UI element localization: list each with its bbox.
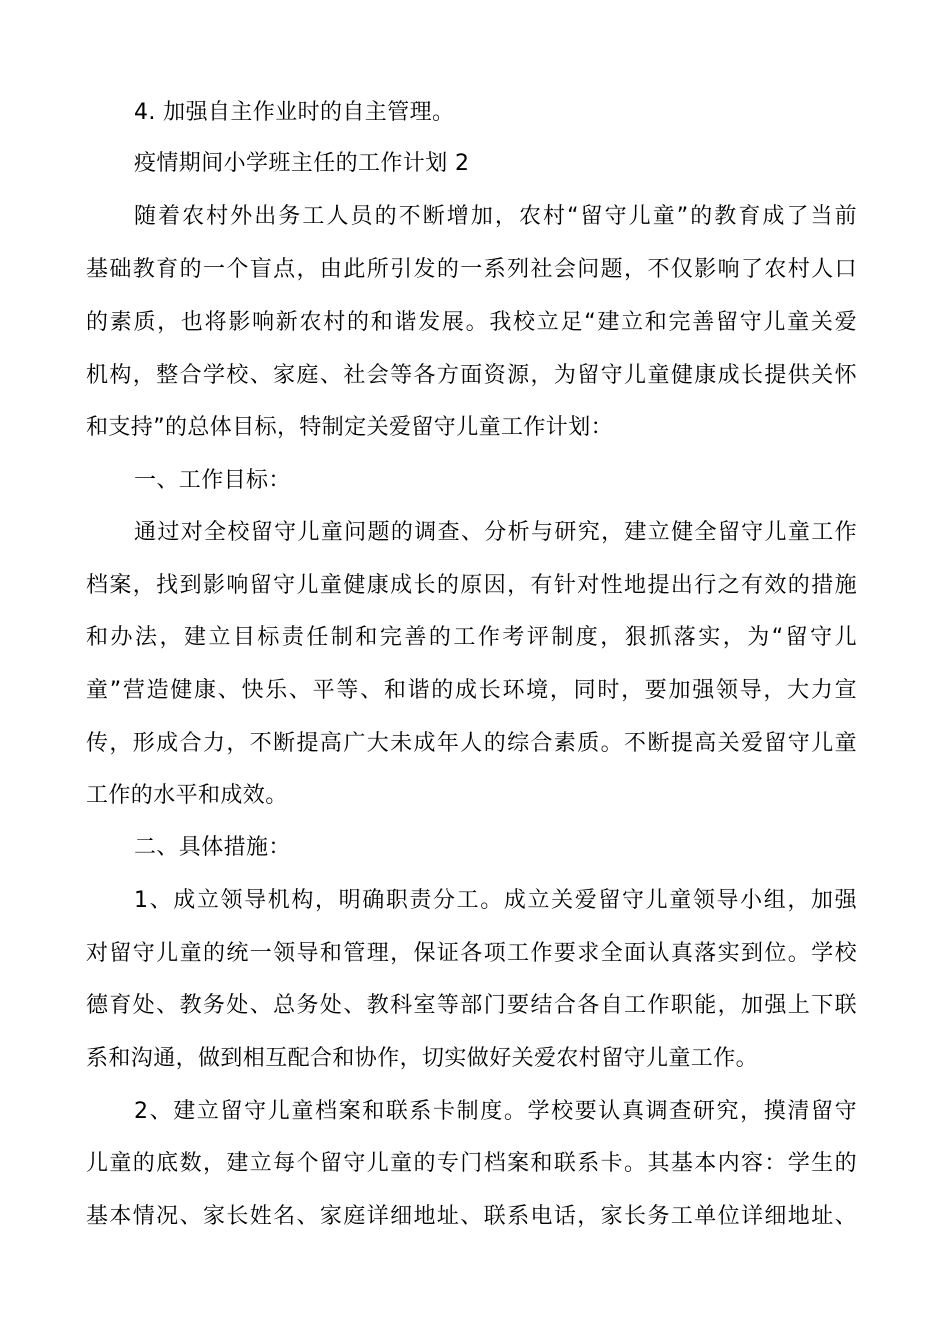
paragraph-line: 系和沟通，做到相互配合和协作，切实做好关爱农村留守儿童工作。 <box>86 1046 759 1071</box>
subheading-measures: 二、具体措施： <box>134 835 291 860</box>
paragraph-line: 1、成立领导机构，明确职责分工。成立关爱留守儿童领导小组，加强 <box>134 888 857 913</box>
subheading-goals: 一、工作目标： <box>134 468 291 493</box>
paragraph-line: 基本情况、家长姓名、家庭详细地址、联系电话，家长务工单位详细地址、 <box>86 1204 857 1229</box>
paragraph-line: 基础教育的一个盲点，由此所引发的一系列社会问题，不仅影响了农村人口 <box>86 257 857 282</box>
paragraph-line: 儿童的底数，建立每个留守儿童的专门档案和联系卡。其基本内容：学生的 <box>86 1151 857 1176</box>
paragraph-line: 机构，整合学校、家庭、社会等各方面资源，为留守儿童健康成长提供关怀 <box>86 363 857 388</box>
paragraph-line: 的素质，也将影响新农村的和谐发展。我校立足“建立和完善留守儿童关爱 <box>86 310 857 335</box>
paragraph-line: 和办法，建立目标责任制和完善的工作考评制度，狠抓落实，为“留守儿 <box>86 625 857 650</box>
paragraph-line: 档案，找到影响留守儿童健康成长的原因，有针对性地提出行之有效的措施 <box>86 573 857 598</box>
paragraph-line: 德育处、教务处、总务处、教科室等部门要结合各自工作职能，加强上下联 <box>86 993 857 1018</box>
paragraph-line: 随着农村外出务工人员的不断增加，农村“留守儿童”的教育成了当前 <box>134 204 857 229</box>
paragraph-line: 传，形成合力，不断提高广大未成年人的综合素质。不断提高关爱留守儿童 <box>86 731 857 756</box>
paragraph-line: 对留守儿童的统一领导和管理，保证各项工作要求全面认真落实到位。学校 <box>86 941 857 966</box>
paragraph-line: 童”营造健康、快乐、平等、和谐的成长环境，同时，要加强领导，大力宣 <box>86 678 857 703</box>
section-heading: 疫情期间小学班主任的工作计划 2 <box>134 151 470 176</box>
paragraph-line: 通过对全校留守儿童问题的调查、分析与研究，建立健全留守儿童工作 <box>134 520 857 545</box>
list-item-4: 4. 加强自主作业时的自主管理。 <box>134 100 455 125</box>
paragraph-line: 和支持”的总体目标，特制定关爱留守儿童工作计划： <box>86 415 613 440</box>
paragraph-line: 2、建立留守儿童档案和联系卡制度。学校要认真调查研究，摸清留守 <box>134 1099 857 1124</box>
paragraph-line: 工作的水平和成效。 <box>86 783 288 808</box>
